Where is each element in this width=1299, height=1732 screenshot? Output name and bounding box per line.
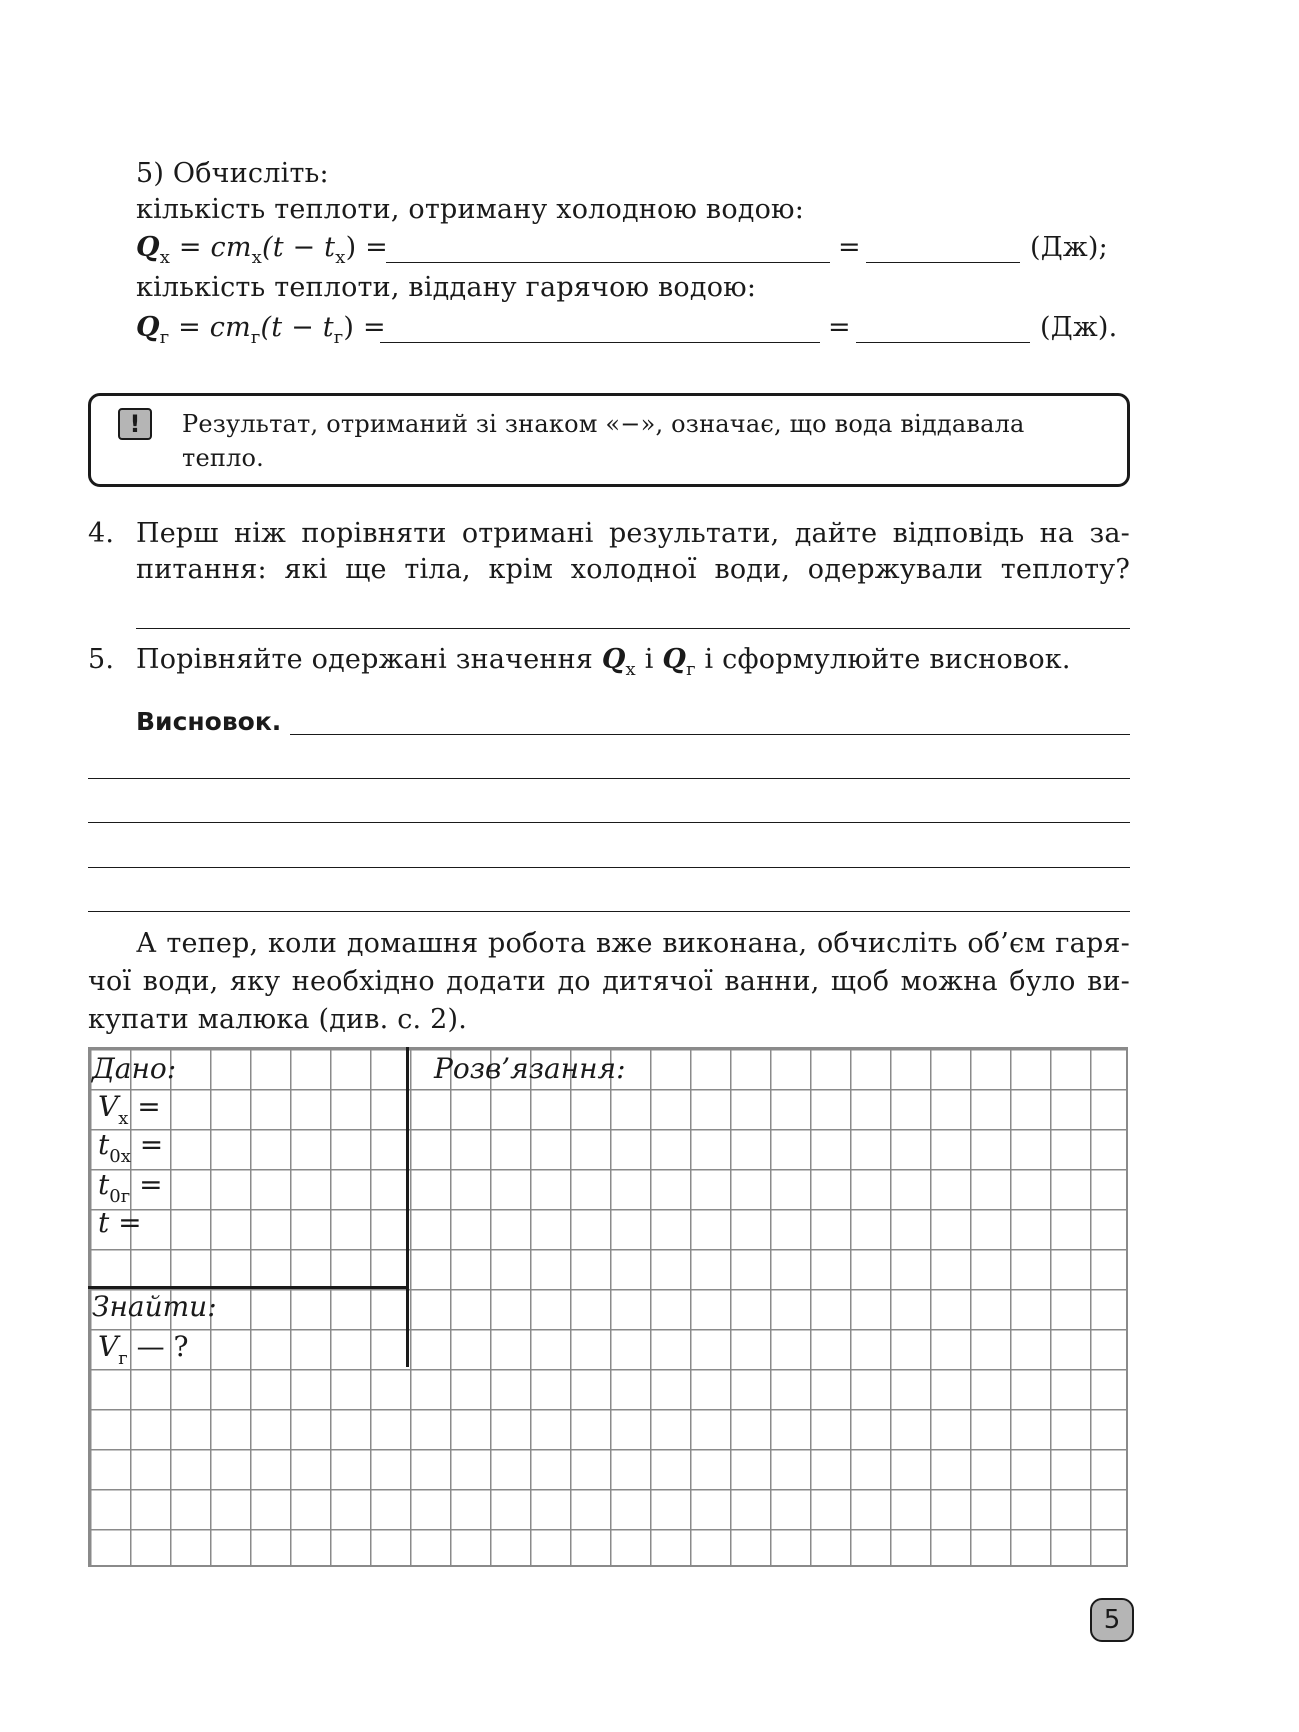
- page-number: 5: [1090, 1598, 1134, 1642]
- conclusion-line-2[interactable]: [88, 778, 1130, 779]
- hot-result-blank[interactable]: [856, 342, 1030, 343]
- cold-result-blank[interactable]: [866, 262, 1020, 263]
- given-t0x: $t_{0х}$ =: [98, 1128, 164, 1167]
- note-line-1: Результат, отриманий зі знаком «−», означає, що вода віддавала: [182, 410, 1025, 438]
- conclusion-line-5[interactable]: [88, 911, 1130, 912]
- given-t0g: $t_{0г}$ =: [98, 1168, 163, 1207]
- solution-label: Розв’язання:: [434, 1052, 626, 1085]
- given-t: t =: [98, 1206, 142, 1239]
- cold-answer-blank[interactable]: [386, 262, 830, 263]
- exclamation-icon: !: [118, 408, 152, 440]
- find-label: Знайти:: [92, 1290, 217, 1323]
- task4-line-2: питання: які ще тіла, крім холодної води, одержували теплоту?: [136, 554, 1130, 585]
- note-line-2: тепло.: [182, 444, 265, 472]
- conclusion-line-1[interactable]: [290, 734, 1130, 735]
- given-find-divider: [88, 1286, 408, 1289]
- cold-formula: $Q_х = cm_х(t - t_х)$ =: [136, 232, 388, 268]
- cold-eq: =: [838, 232, 861, 263]
- task4-line-1: Перш ніж порівняти отримані результати, дайте відповідь на за-: [136, 518, 1130, 549]
- conclusion-line-4[interactable]: [88, 867, 1130, 868]
- hot-answer-blank[interactable]: [380, 342, 820, 343]
- paragraph-line-1: А тепер, коли домашня робота вже виконана, обчисліть об’єм гаря-: [136, 928, 1130, 959]
- hot-water-label: кількість теплоти, віддану гарячою водою:: [136, 272, 757, 303]
- task5-number: 5.: [88, 644, 115, 675]
- paragraph-line-2: чої води, яку необхідно додати до дитячої ванни, щоб можна було ви-: [88, 966, 1130, 997]
- find-vg: $V_г$ — ?: [98, 1330, 189, 1369]
- given-solution-divider: [406, 1047, 409, 1367]
- hot-formula: $Q_г = cm_г(t - t_г)$ =: [136, 312, 386, 348]
- hot-unit: (Дж).: [1040, 312, 1118, 343]
- step5-title: 5) Обчисліть:: [136, 158, 329, 189]
- cold-water-label: кількість теплоти, отриману холодною водою:: [136, 194, 805, 225]
- given-vx: $V_х$ =: [98, 1090, 161, 1129]
- paragraph-line-3: купати малюка (див. с. 2).: [88, 1004, 467, 1035]
- task4-number: 4.: [88, 518, 115, 549]
- task5-text: Порівняйте одержані значення $Q_х$ і $Q_г$ і сформулюйте висновок.: [136, 644, 1071, 680]
- given-label: Дано:: [92, 1052, 177, 1085]
- task4-answer-line[interactable]: [136, 628, 1130, 629]
- conclusion-line-3[interactable]: [88, 822, 1130, 823]
- graph-paper-grid[interactable]: [88, 1047, 1128, 1567]
- hot-eq: =: [828, 312, 851, 343]
- cold-unit: (Дж);: [1030, 232, 1108, 263]
- conclusion-label: Висновок.: [136, 707, 282, 736]
